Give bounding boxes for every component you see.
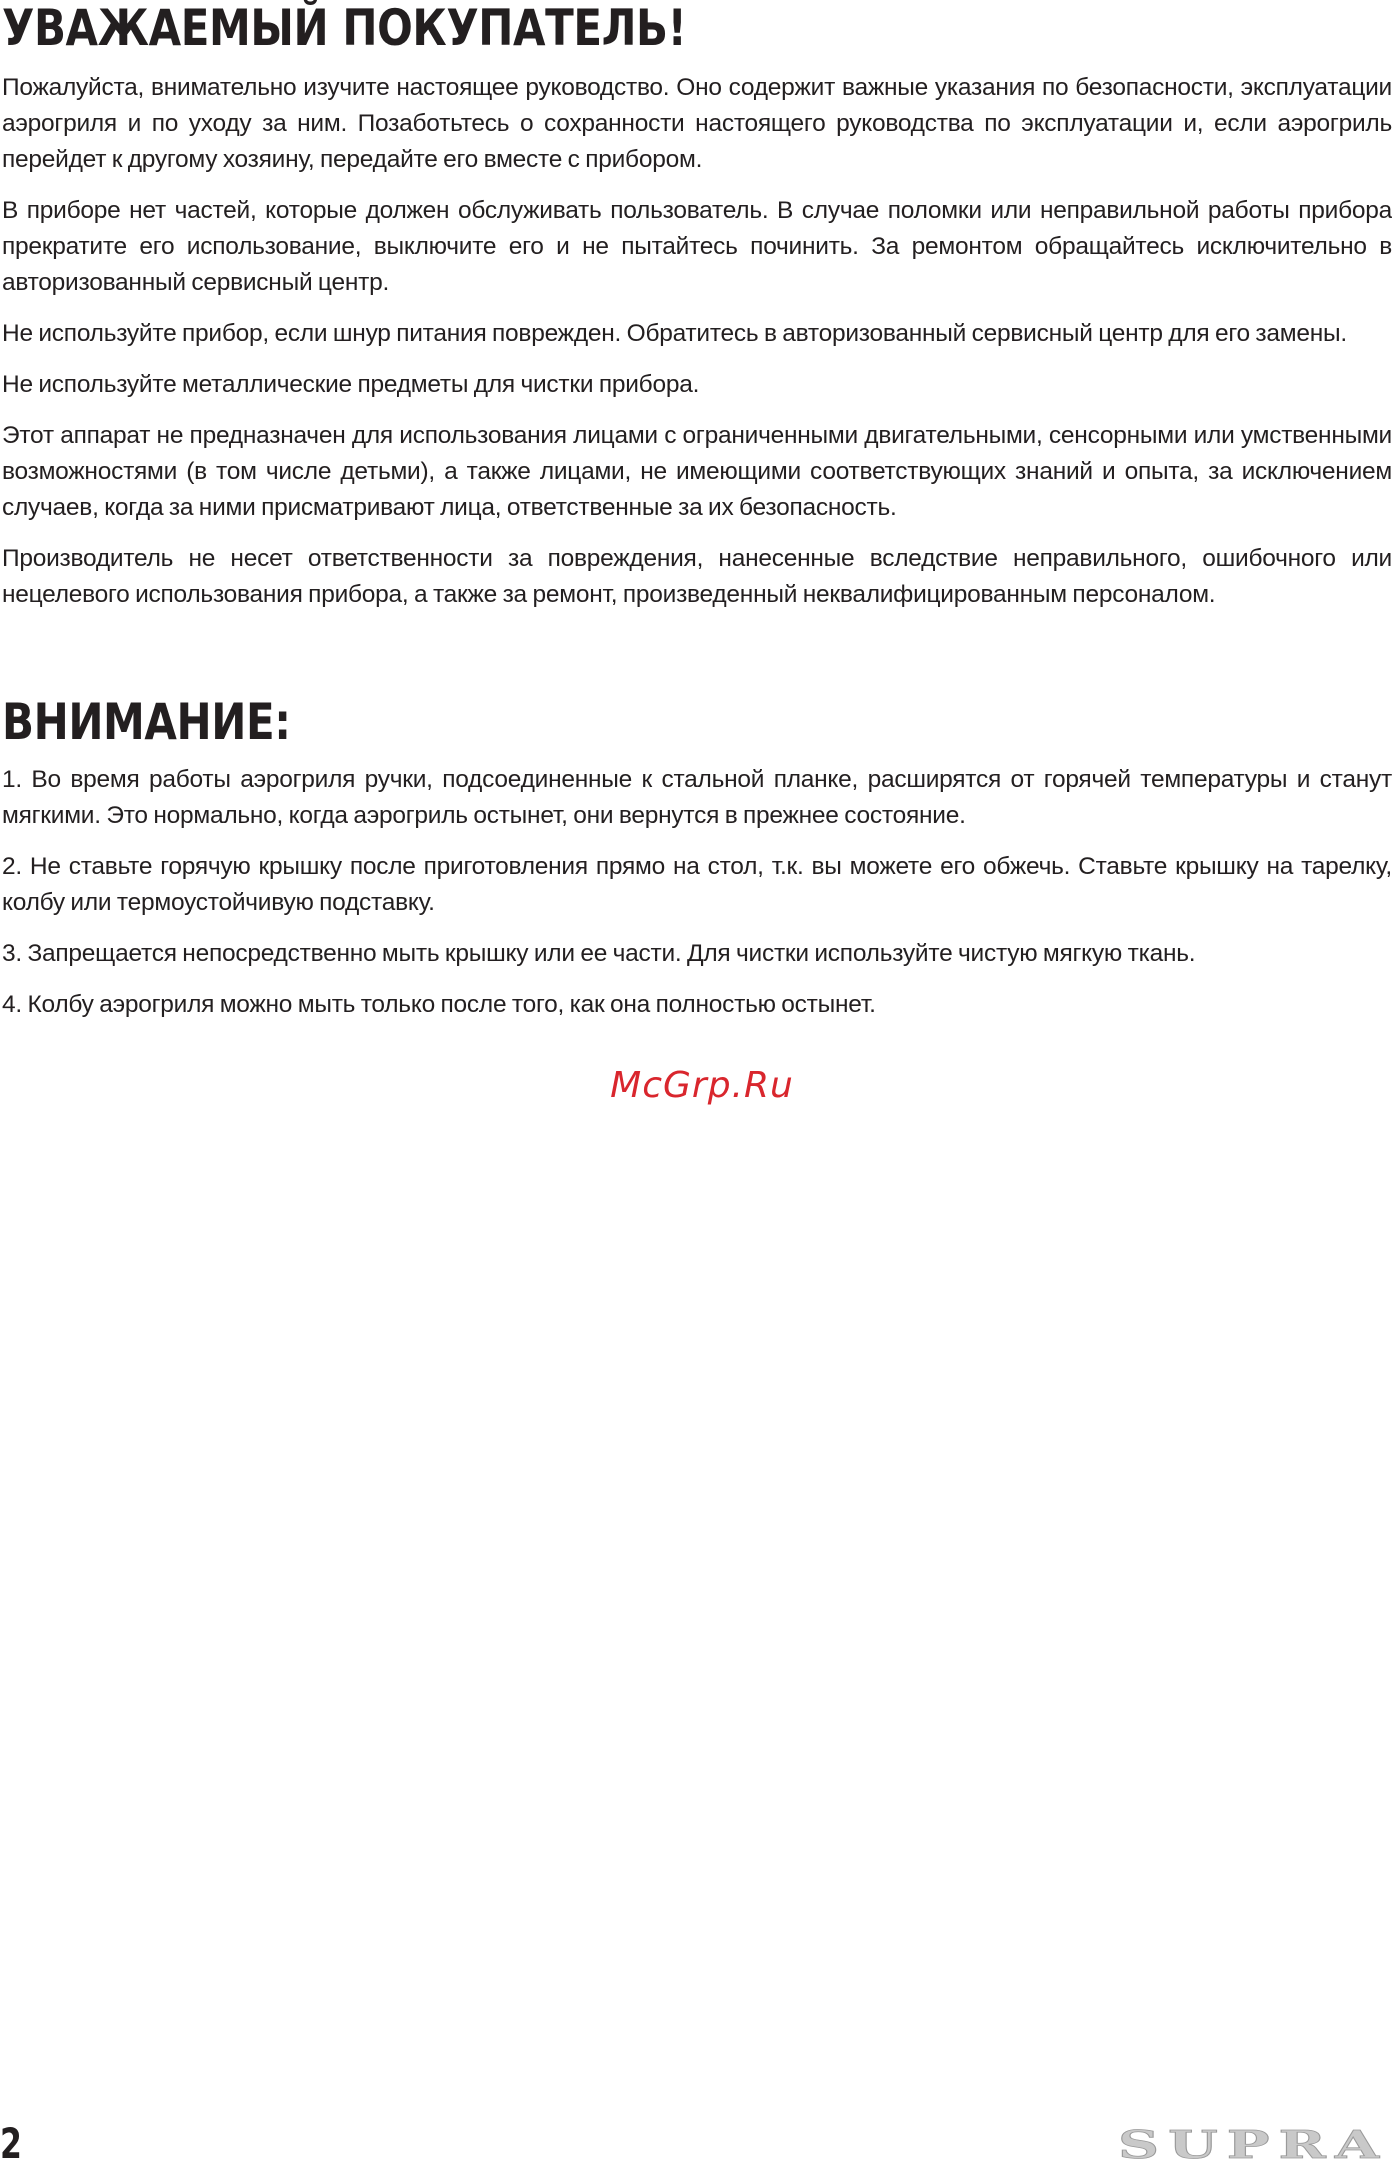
intro-paragraph: Пожалуйста, внимательно изучите настоящее руководство. Оно содержит важные указания по безопасности, эксплуатации аэрогриля и по уходу за ним. Позаботьтесь о сохранности настоящего руководства по эксплуатации и, если аэрогриль перейдет к другому хозяину, передайте его вместе с прибором.: [2, 74, 1392, 173]
attention-item: 2. Не ставьте горячую крышку после приготовления прямо на стол, т.к. вы можете его обжечь. Ставьте крышку на тарелку, колбу или термоустойчивую подставку.: [2, 853, 1392, 916]
intro-paragraph: Не используйте металлические предметы для чистки прибора.: [2, 371, 700, 398]
heading-dear-customer: УВАЖАЕМЫЙ ПОКУПАТЕЛЬ!: [2, 0, 687, 57]
intro-paragraph: Производитель не несет ответственности за повреждения, нанесенные вследствие неправильного, ошибочного или нецелевого использования прибора, а также за ремонт, произведенный неквалифицированным персоналом.: [2, 545, 1392, 608]
intro-section: [2, 70, 1392, 628]
page-number: 2: [0, 2119, 22, 2168]
attention-section: [2, 762, 1392, 1038]
attention-item: 4. Колбу аэрогриля можно мыть только после того, как она полностью остынет.: [2, 991, 876, 1018]
svg-text:SUPRA: SUPRA: [1118, 2126, 1388, 2162]
watermark-link[interactable]: McGrp.Ru: [610, 1065, 794, 1106]
heading-attention: ВНИМАНИЕ:: [2, 693, 291, 751]
intro-paragraph: Не используйте прибор, если шнур питания поврежден. Обратитесь в авторизованный сервисный центр для его замены.: [2, 320, 1347, 347]
brand-logo: [1116, 2126, 1392, 2162]
attention-item: 1. Во время работы аэрогриля ручки, подсоединенные к стальной планке, расширятся от горячей температуры и станут мягкими. Это нормально, когда аэрогриль остынет, они вернутся в прежнее состояние.: [2, 766, 1392, 829]
attention-item: 3. Запрещается непосредственно мыть крышку или ее части. Для чистки используйте чистую мягкую ткань.: [2, 940, 1196, 967]
intro-paragraph: Этот аппарат не предназначен для использования лицами с ограниченными двигательными, сенсорными или умственными возможностями (в том числе детьми), а также лицами, не имеющими соответствующих знаний и опыта, за исключением случаев, когда за ними присматривают лица, ответственные за их безопасность.: [2, 422, 1392, 521]
intro-paragraph: В приборе нет частей, которые должен обслуживать пользователь. В случае поломки или неправильной работы прибора прекратите его использование, выключите его и не пытайтесь починить. За ремонтом обращайтесь исключительно в авторизованный сервисный центр.: [2, 197, 1392, 296]
